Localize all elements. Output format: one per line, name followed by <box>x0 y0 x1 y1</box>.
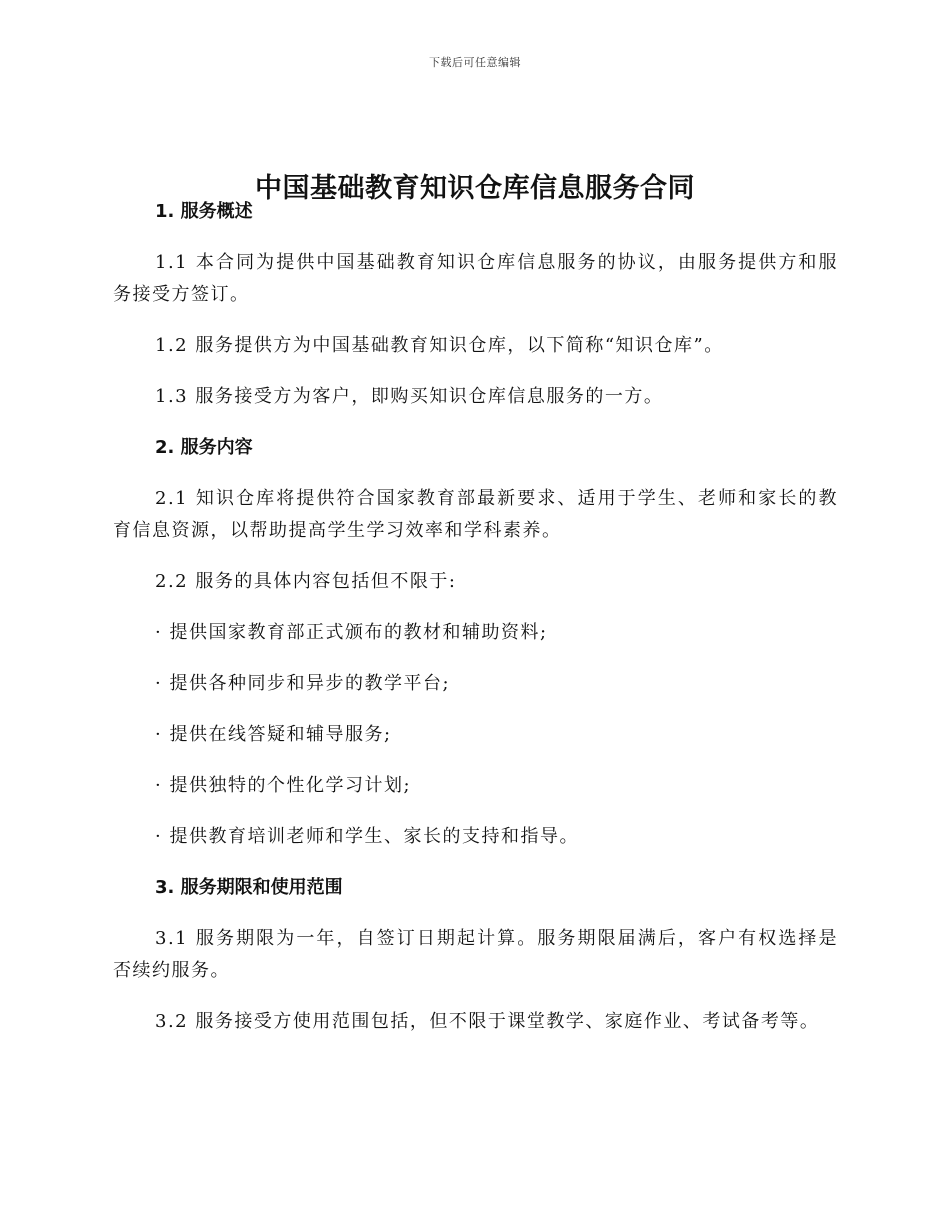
paragraph-3-1: 3.1 服务期限为一年，自签订日期起计算。服务期限届满后，客户有权选择是否续约服务。 <box>113 928 838 981</box>
paragraph-1-2: 1.2 服务提供方为中国基础教育知识仓库，以下简称“知识仓库”。 <box>155 335 724 356</box>
bullet-item: · 提供各种同步和异步的教学平台; <box>155 673 451 694</box>
document-body <box>113 196 838 1038</box>
bullet-item: · 提供教育培训老师和学生、家长的支持和指导。 <box>155 826 579 847</box>
paragraph-1-3: 1.3 服务接受方为客户，即购买知识仓库信息服务的一方。 <box>155 386 664 407</box>
paragraph-2-2: 2.2 服务的具体内容包括但不限于: <box>155 571 457 592</box>
paragraph-3-2: 3.2 服务接受方使用范围包括，但不限于课堂教学、家庭作业、考试备考等。 <box>155 1011 820 1032</box>
bullet-item: · 提供独特的个性化学习计划; <box>155 775 412 796</box>
paragraph-2-1: 2.1 知识仓库将提供符合国家教育部最新要求、适用于学生、老师和家长的教育信息资源，以帮助提高学生学习效率和学科素养。 <box>113 488 838 541</box>
section-heading-1: 1. 服务概述 <box>155 201 253 222</box>
header-note: 下载后可任意编辑 <box>429 56 521 69</box>
paragraph-1-1: 1.1 本合同为提供中国基础教育知识仓库信息服务的协议，由服务提供方和服务接受方签订。 <box>113 252 838 305</box>
section-heading-2: 2. 服务内容 <box>155 437 253 458</box>
bullet-item: · 提供在线答疑和辅导服务; <box>155 724 392 745</box>
section-heading-3: 3. 服务期限和使用范围 <box>155 877 343 898</box>
bullet-item: · 提供国家教育部正式颁布的教材和辅助资料; <box>155 622 548 643</box>
document-title: 中国基础教育知识仓库信息服务合同 <box>255 173 695 205</box>
